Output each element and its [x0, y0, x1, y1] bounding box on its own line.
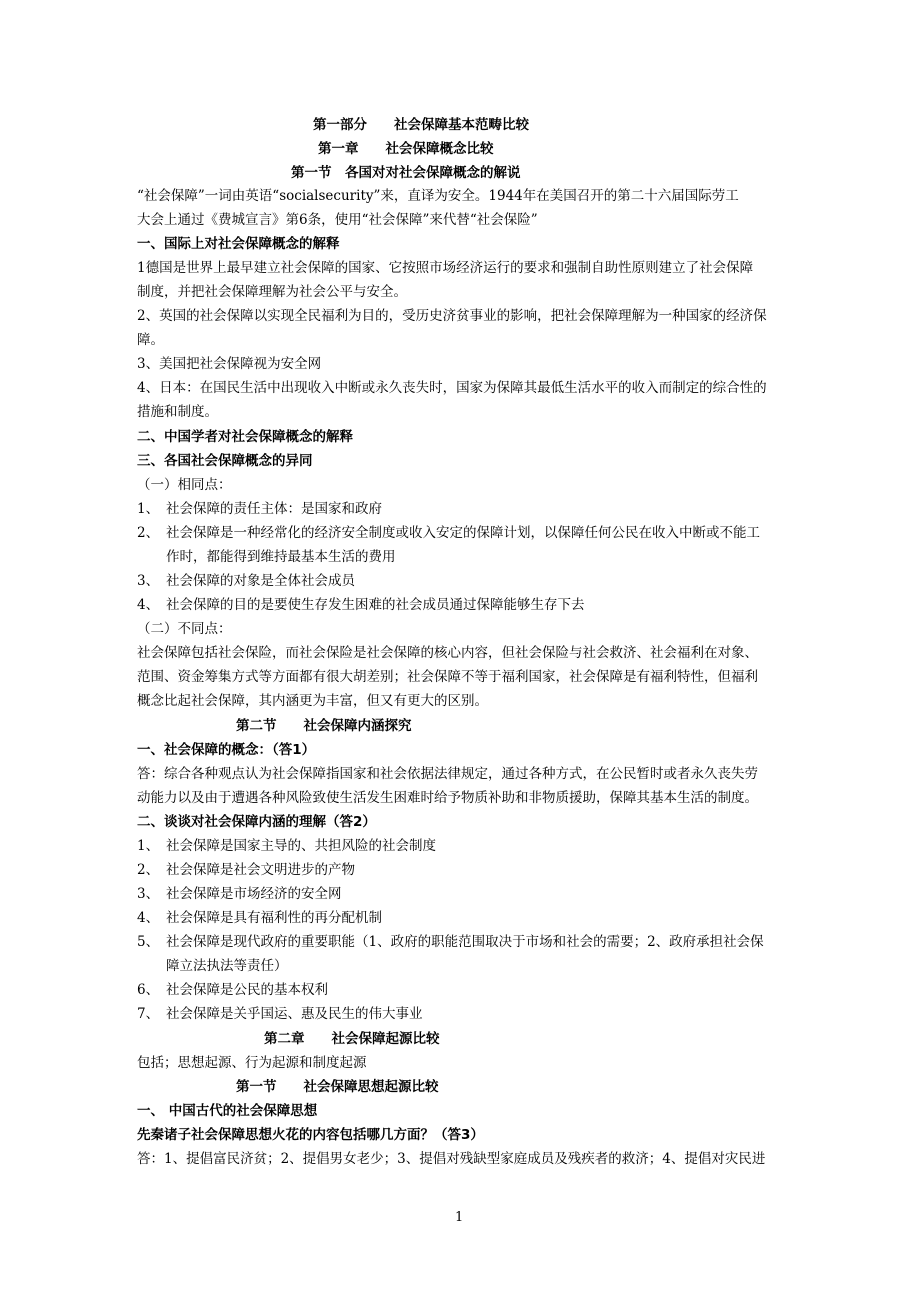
section-heading: 一、 中国古代的社会保障思想 — [137, 1103, 318, 1119]
answer-line: 答：综合各种观点认为社会保障指国家和社会依据法律规定，通过各种方式，在公民暂时或者永久丧失劳 — [137, 766, 758, 782]
intro-line: 大会上通过《费城宣言》第6条，使用“社会保障”来代替“社会保险” — [137, 212, 538, 228]
list-number: 6、 — [137, 982, 160, 998]
chapter1-heading: 第一章 社会保障概念比较 — [318, 141, 494, 157]
section-heading: 三、各国社会保障概念的异同 — [137, 453, 313, 469]
list-item: 社会保障是现代政府的重要职能（1、政府的职能范围取决于市场和社会的需要；2、政府承担社会保 — [166, 934, 764, 950]
list-number: 4、 — [137, 910, 160, 926]
list-number: 2、 — [137, 525, 160, 541]
chapter2-section1-heading: 第一节 社会保障思想起源比较 — [236, 1079, 439, 1095]
subsection-label: （二）不同点： — [137, 621, 232, 637]
subsection-label: （一）相同点： — [137, 477, 232, 493]
list-number: 2、 — [137, 862, 160, 878]
list-item: 社会保障是市场经济的安全网 — [166, 886, 342, 902]
chapter1-section2-heading: 第二节 社会保障内涵探究 — [236, 718, 412, 734]
list-item: 社会保障的责任主体：是国家和政府 — [166, 501, 382, 517]
question-heading: 二、谈谈对社会保障内涵的理解（答2） — [137, 814, 376, 830]
paragraph-line: 范围、资金筹集方式等方面都有很大胡差别；社会保障不等于福利国家，社会保障是有福利特性，但福利 — [137, 669, 758, 685]
paragraph-line: 1德国是世界上最早建立社会保障的国家、它按照市场经济运行的要求和强制自助性原则建立了社会保障 — [137, 260, 754, 276]
part-heading: 第一部分 社会保障基本范畴比较 — [313, 117, 529, 133]
paragraph-line: 措施和制度。 — [137, 404, 218, 420]
list-item: 社会保障的目的是要使生存发生困难的社会成员通过保障能够生存下去 — [166, 597, 585, 613]
list-item: 社会保障是一种经常化的经济安全制度或收入安定的保障计划，以保障任何公民在收入中断或不能工 — [166, 525, 760, 541]
list-item: 社会保障是社会文明进步的产物 — [166, 862, 355, 878]
list-number: 1、 — [137, 838, 160, 854]
question-heading: 先秦诸子社会保障思想火花的内容包括哪几方面？（答3） — [137, 1127, 484, 1143]
list-number: 1、 — [137, 501, 160, 517]
question-heading: 一、社会保障的概念：（答1） — [137, 742, 316, 758]
paragraph-line: 4、日本：在国民生活中出现收入中断或永久丧失时，国家为保障其最低生活水平的收入而制定的综合性的 — [137, 380, 767, 396]
answer-line: 动能力以及由于遭遇各种风险致使生活发生困难时给予物质补助和非物质援助，保障其基本生活的制度。 — [137, 790, 758, 806]
paragraph-line: 包括；思想起源、行为起源和制度起源 — [137, 1055, 367, 1071]
list-number: 3、 — [137, 573, 160, 589]
answer-line: 答：1、提倡富民济贫；2、提倡男女老少；3、提倡对残缺型家庭成员及残疾者的救济；4、提倡对灾民进 — [137, 1151, 766, 1167]
section-heading: 一、国际上对社会保障概念的解释 — [137, 236, 340, 252]
list-item-continuation: 作时，都能得到维持最基本生活的费用 — [166, 549, 396, 565]
list-number: 5、 — [137, 934, 160, 950]
list-item: 社会保障的对象是全体社会成员 — [166, 573, 355, 589]
list-item: 社会保障是国家主导的、共担风险的社会制度 — [166, 838, 436, 854]
list-number: 4、 — [137, 597, 160, 613]
list-item: 社会保障是公民的基本权利 — [166, 982, 328, 998]
intro-line: “社会保障”一词由英语“socialsecurity”来，直译为安全。1944年在美国召开的第二十六届国际劳工 — [137, 188, 739, 204]
paragraph-line: 2、英国的社会保障以实现全民福利为目的，受历史济贫事业的影响，把社会保障理解为一种国家的经济保 — [137, 308, 767, 324]
list-item-continuation: 障立法执法等责任） — [166, 958, 288, 974]
paragraph-line: 3、美国把社会保障视为安全网 — [137, 356, 322, 372]
paragraph-line: 社会保障包括社会保险，而社会保险是社会保障的核心内容，但社会保险与社会救济、社会福利在对象、 — [137, 645, 758, 661]
paragraph-line: 制度，并把社会保障理解为社会公平与安全。 — [137, 284, 407, 300]
list-item: 社会保障是具有福利性的再分配机制 — [166, 910, 382, 926]
list-item: 社会保障是关乎国运、惠及民生的伟大事业 — [166, 1006, 423, 1022]
paragraph-line: 障。 — [137, 332, 164, 348]
chapter1-section1-heading: 第一节 各国对对社会保障概念的解说 — [291, 165, 521, 181]
section-heading: 二、中国学者对社会保障概念的解释 — [137, 429, 353, 445]
list-number: 7、 — [137, 1006, 160, 1022]
page-number: 1 — [455, 1210, 464, 1225]
chapter2-heading: 第二章 社会保障起源比较 — [264, 1031, 440, 1047]
list-number: 3、 — [137, 886, 160, 902]
paragraph-line: 概念比起社会保障，其内涵更为丰富，但又有更大的区别。 — [137, 693, 488, 709]
